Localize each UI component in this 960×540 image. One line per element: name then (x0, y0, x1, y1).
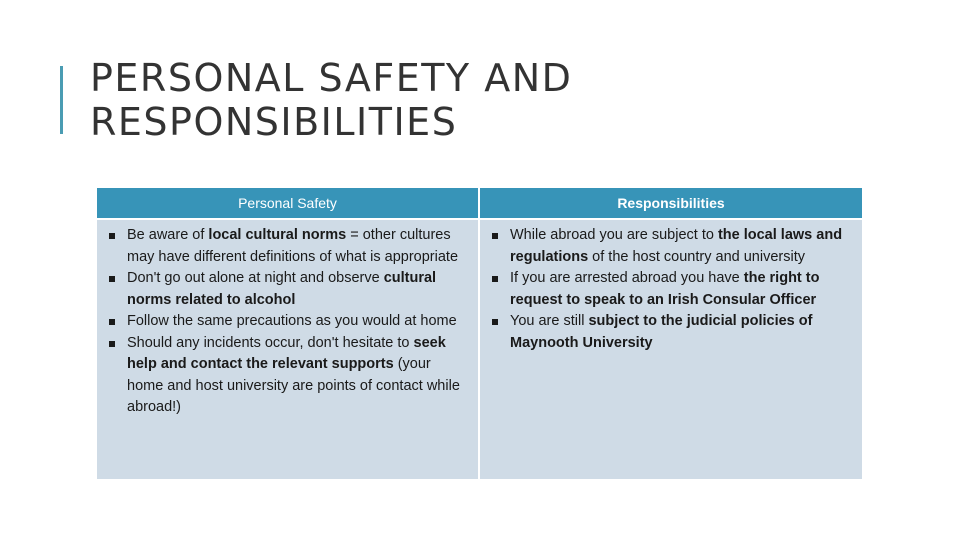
bold-text: subject to the judicial policies of Maynooth University (510, 313, 813, 351)
bullet-item (107, 333, 466, 419)
header-personal-safety: Personal Safety (97, 188, 480, 218)
bullet-item (107, 311, 466, 333)
bold-text: seek help and contact the relevant supports (127, 334, 446, 372)
text: If you are arrested abroad you have (510, 270, 744, 286)
square-bullet-icon (492, 319, 498, 325)
bullet-item (490, 225, 856, 268)
slide-title: PERSONAL SAFETY AND RESPONSIBILITIES (90, 56, 573, 144)
bullet-item (107, 268, 466, 311)
safety-responsibilities-table (97, 188, 862, 479)
bold-text: cultural norms related to alcohol (127, 270, 437, 308)
square-bullet-icon (109, 233, 115, 239)
header-responsibilities: Responsibilities (480, 188, 862, 218)
square-bullet-icon (109, 276, 115, 282)
text: Follow the same precautions as you would at home (127, 313, 457, 329)
bold-text: the right to request to speak to an Irish Consular Officer (510, 270, 820, 308)
text: You are still (510, 313, 589, 329)
bullet-item (490, 311, 856, 354)
title-accent-bar (60, 66, 63, 134)
square-bullet-icon (109, 319, 115, 325)
square-bullet-icon (109, 341, 115, 347)
text: Should any incidents occur, don't hesitate to (127, 334, 414, 351)
bullet-item (490, 268, 856, 311)
text: of the host country and university (588, 248, 805, 265)
bold-text: the local laws and regulations (510, 227, 843, 265)
personal-safety-list (107, 225, 466, 419)
responsibilities-list (490, 225, 856, 354)
bold-text: local cultural norms (208, 227, 347, 243)
bullet-item (107, 225, 466, 268)
text: (your home and host university are points of contact while abroad!) (127, 356, 460, 415)
text: Don't go out alone at night and observe (127, 270, 384, 286)
text: Be aware of (127, 227, 209, 243)
personal-safety-cell (97, 218, 480, 479)
text: = other cultures may have different definitions of what is appropriate (127, 227, 459, 265)
square-bullet-icon (492, 233, 498, 239)
square-bullet-icon (492, 276, 498, 282)
text: While abroad you are subject to (510, 227, 718, 243)
responsibilities-cell (480, 218, 862, 479)
